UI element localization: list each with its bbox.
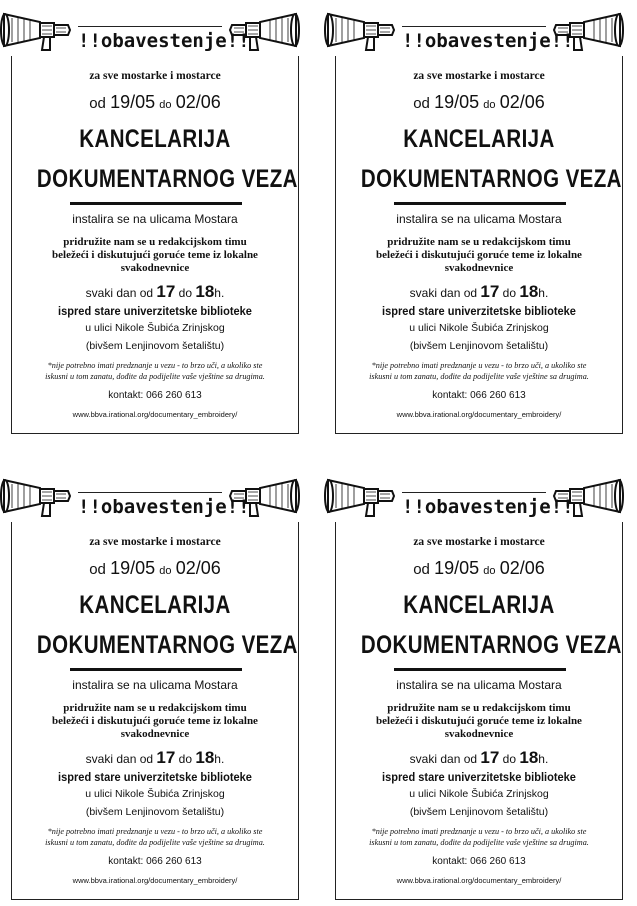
date-range [335, 558, 623, 579]
schedule-suffix: h. [214, 286, 225, 300]
tagline: instalira se na ulicama Mostara [72, 678, 238, 692]
schedule-prefix: svaki dan od [409, 752, 478, 766]
date-range [11, 92, 299, 113]
invite-text [11, 702, 299, 741]
date-start: 19/05 [434, 558, 480, 578]
website-url: www.bbva.irational.org/documentary_embroidery/ [396, 876, 562, 885]
website-url: www.bbva.irational.org/documentary_embroidery/ [72, 410, 238, 419]
date-do: do [159, 565, 172, 577]
schedule-to: 18 [195, 282, 215, 301]
schedule-to: 18 [195, 748, 215, 767]
schedule-prefix: svaki dan od [85, 752, 154, 766]
schedule-from: 17 [480, 282, 500, 301]
date-end: 02/06 [499, 558, 545, 578]
date-start: 19/05 [110, 558, 156, 578]
invite-text [335, 236, 623, 275]
title-line-2: DOKUMENTARNOG VEZA [360, 165, 622, 193]
date-od: od [89, 561, 106, 578]
header-title: !!obavestenje!! [78, 496, 250, 518]
header-title: !!obavestenje!! [78, 30, 250, 52]
title-line-1: KANCELARIJA [403, 591, 555, 619]
date-od: od [413, 561, 430, 578]
schedule-do: do [502, 286, 517, 300]
header-title: !!obavestenje!! [402, 30, 574, 52]
invite-line-2: beležeći i diskutujući goruće teme iz lokalne [52, 715, 258, 727]
note-line-1: *nije potrebno imati predznanje u vezu - to brzo uči, a ukoliko ste [47, 827, 263, 836]
date-range [335, 92, 623, 113]
note [335, 360, 623, 382]
invite-line-3: svakodnevnice [120, 728, 190, 740]
invite-text [335, 702, 623, 741]
flyer [324, 0, 624, 440]
date-do: do [483, 99, 496, 111]
title-rule [70, 668, 242, 671]
title-rule [70, 202, 242, 205]
audience-line: za sve mostarke i mostarce [89, 70, 221, 82]
header-title: !!obavestenje!! [402, 496, 574, 518]
date-end: 02/06 [175, 558, 221, 578]
schedule-do: do [178, 286, 193, 300]
note-line-2: iskusni u tom zanatu, dođite da podijelite vaše vještine sa drugima. [369, 372, 589, 381]
date-end: 02/06 [175, 92, 221, 112]
note-line-2: iskusni u tom zanatu, dođite da podijelite vaše vještine sa drugima. [45, 372, 265, 381]
schedule-do: do [178, 752, 193, 766]
date-start: 19/05 [110, 92, 156, 112]
note [11, 360, 299, 382]
location: ispred stare univerzitetske biblioteke [382, 770, 576, 784]
note-line-2: iskusni u tom zanatu, dođite da podijelite vaše vještine sa drugima. [45, 838, 265, 847]
invite-line-1: pridružite nam se u redakcijskom timu [387, 236, 571, 248]
megaphone-icon [0, 4, 78, 56]
schedule [335, 748, 623, 768]
tagline: instalira se na ulicama Mostara [396, 678, 562, 692]
contact: kontakt: 066 260 613 [432, 390, 526, 401]
invite-line-1: pridružite nam se u redakcijskom timu [63, 236, 247, 248]
contact: kontakt: 066 260 613 [108, 390, 202, 401]
date-od: od [89, 95, 106, 112]
schedule [11, 748, 299, 768]
title-line-1: KANCELARIJA [79, 591, 231, 619]
schedule-from: 17 [156, 748, 176, 767]
invite-line-3: svakodnevnice [444, 728, 514, 740]
location: ispred stare univerzitetske biblioteke [58, 304, 252, 318]
title-line-2: DOKUMENTARNOG VEZA [36, 631, 298, 659]
invite-line-2: beležeći i diskutujući goruće teme iz lokalne [376, 715, 582, 727]
invite-line-1: pridružite nam se u redakcijskom timu [387, 702, 571, 714]
schedule [11, 282, 299, 302]
note [11, 826, 299, 848]
contact: kontakt: 066 260 613 [108, 856, 202, 867]
flyer [324, 466, 624, 906]
date-start: 19/05 [434, 92, 480, 112]
former-name: (bivšem Lenjinovom šetalištu) [85, 340, 225, 352]
street: u ulici Nikole Šubića Zrinjskog [409, 788, 549, 800]
schedule-suffix: h. [538, 752, 549, 766]
audience-line: za sve mostarke i mostarce [413, 536, 545, 548]
date-od: od [413, 95, 430, 112]
schedule-do: do [502, 752, 517, 766]
title-rule [394, 668, 566, 671]
audience-line: za sve mostarke i mostarce [89, 536, 221, 548]
date-do: do [483, 565, 496, 577]
schedule [335, 282, 623, 302]
flyer [0, 0, 300, 440]
website-url: www.bbva.irational.org/documentary_embroidery/ [396, 410, 562, 419]
former-name: (bivšem Lenjinovom šetalištu) [85, 806, 225, 818]
note-line-1: *nije potrebno imati predznanje u vezu - to brzo uči, a ukoliko ste [371, 361, 587, 370]
street: u ulici Nikole Šubića Zrinjskog [85, 788, 225, 800]
flyer [0, 466, 300, 906]
title-line-2: DOKUMENTARNOG VEZA [360, 631, 622, 659]
schedule-prefix: svaki dan od [85, 286, 154, 300]
invite-text [11, 236, 299, 275]
former-name: (bivšem Lenjinovom šetalištu) [409, 340, 549, 352]
title-line-1: KANCELARIJA [403, 125, 555, 153]
title-rule [394, 202, 566, 205]
street: u ulici Nikole Šubića Zrinjskog [409, 322, 549, 334]
invite-line-3: svakodnevnice [120, 262, 190, 274]
note-line-1: *nije potrebno imati predznanje u vezu - to brzo uči, a ukoliko ste [47, 361, 263, 370]
location: ispred stare univerzitetske biblioteke [382, 304, 576, 318]
location: ispred stare univerzitetske biblioteke [58, 770, 252, 784]
schedule-to: 18 [519, 282, 539, 301]
schedule-to: 18 [519, 748, 539, 767]
schedule-from: 17 [480, 748, 500, 767]
megaphone-icon [324, 4, 402, 56]
former-name: (bivšem Lenjinovom šetalištu) [409, 806, 549, 818]
audience-line: za sve mostarke i mostarce [413, 70, 545, 82]
title-line-1: KANCELARIJA [79, 125, 231, 153]
contact: kontakt: 066 260 613 [432, 856, 526, 867]
note-line-2: iskusni u tom zanatu, dođite da podijelite vaše vještine sa drugima. [369, 838, 589, 847]
title-line-2: DOKUMENTARNOG VEZA [36, 165, 298, 193]
schedule-suffix: h. [538, 286, 549, 300]
megaphone-icon [324, 470, 402, 522]
note [335, 826, 623, 848]
tagline: instalira se na ulicama Mostara [396, 212, 562, 226]
invite-line-2: beležeći i diskutujući goruće teme iz lokalne [52, 249, 258, 261]
invite-line-3: svakodnevnice [444, 262, 514, 274]
schedule-from: 17 [156, 282, 176, 301]
date-end: 02/06 [499, 92, 545, 112]
date-do: do [159, 99, 172, 111]
megaphone-icon [0, 470, 78, 522]
tagline: instalira se na ulicama Mostara [72, 212, 238, 226]
schedule-prefix: svaki dan od [409, 286, 478, 300]
note-line-1: *nije potrebno imati predznanje u vezu - to brzo uči, a ukoliko ste [371, 827, 587, 836]
street: u ulici Nikole Šubića Zrinjskog [85, 322, 225, 334]
website-url: www.bbva.irational.org/documentary_embroidery/ [72, 876, 238, 885]
invite-line-2: beležeći i diskutujući goruće teme iz lokalne [376, 249, 582, 261]
date-range [11, 558, 299, 579]
schedule-suffix: h. [214, 752, 225, 766]
invite-line-1: pridružite nam se u redakcijskom timu [63, 702, 247, 714]
